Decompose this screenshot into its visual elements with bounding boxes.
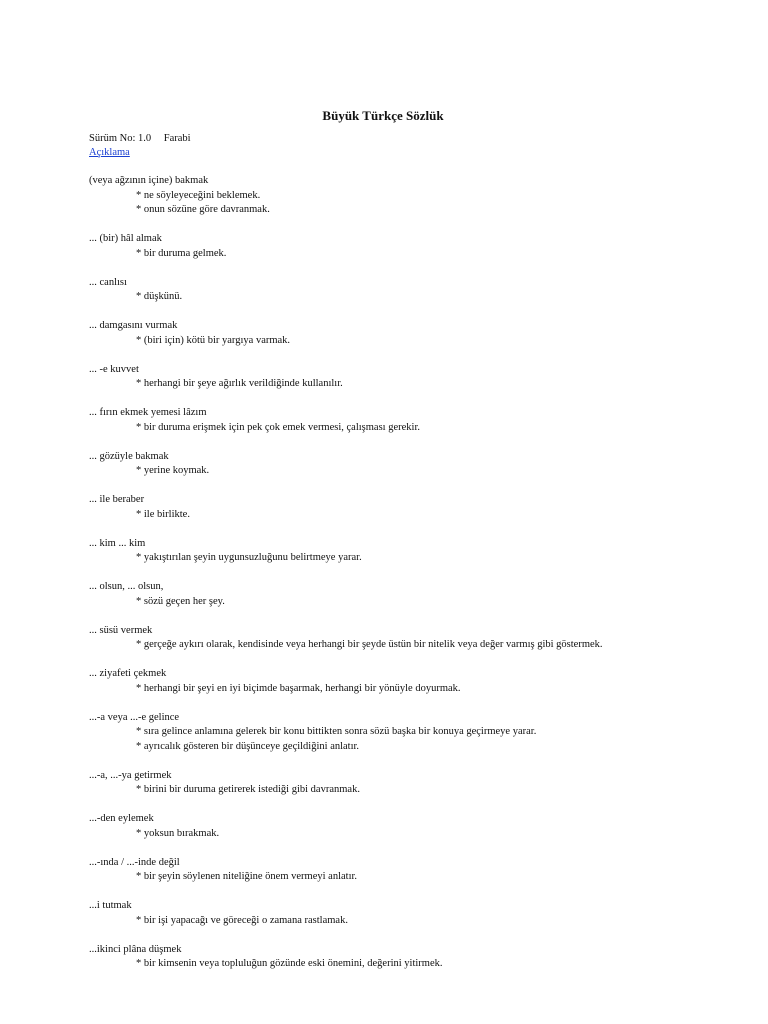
entry-definition: * herhangi bir şeye ağırlık verildiğinde kullanılır. — [136, 378, 343, 389]
entry-definition: * yoksun bırakmak. — [136, 827, 220, 839]
entry — [89, 537, 689, 566]
entry-definition: * bir duruma gelmek. — [136, 247, 227, 259]
entry-definition: * onun sözüne göre davranmak. — [136, 204, 270, 215]
version-line — [89, 132, 689, 146]
entry-definition: * sıra gelince anlamına gelerek bir konu bittikten sonra sözü başka bir konuya geçirmeye yarar. — [136, 726, 537, 737]
entry-definition: * bir şeyin söylenen niteliğine önem vermeyi anlatır. — [136, 871, 358, 882]
entry-term: ...-a, ...-ya getirmek — [89, 769, 172, 781]
entry — [89, 319, 689, 348]
entry-term: ... damgasını vurmak — [89, 320, 178, 331]
entry-term: ... kim ... kim — [89, 537, 146, 549]
entry-definition: * bir duruma erişmek için pek çok emek vermesi, çalışması gerekir. — [136, 421, 420, 433]
entry-term: ... olsun, ... olsun, — [89, 581, 164, 592]
entry-definition: * bir işi yapacağı ve göreceği o zamana rastlamak. — [136, 914, 348, 926]
entry-term: ...ikinci plâna düşmek — [89, 943, 182, 955]
entry — [89, 812, 689, 841]
version-number: Sürüm No: 1.0 — [89, 133, 152, 144]
entry — [89, 406, 689, 435]
entry-definition: * ne söyleyeceğini beklemek. — [136, 189, 261, 201]
entry — [89, 769, 689, 798]
entry-term: ...i tutmak — [89, 900, 132, 911]
entry-definition: * düşkünü. — [136, 291, 183, 302]
entry-term: (veya ağzının içine) bakmak — [89, 175, 209, 186]
entry-definition: * yerine koymak. — [136, 465, 210, 476]
entry-definition: * ayrıcalık gösteren bir düşünceye geçildiğini anlatır. — [136, 740, 360, 752]
entry — [89, 276, 689, 305]
entry — [89, 899, 689, 928]
author-name: Farabi — [163, 133, 191, 144]
entry — [89, 363, 689, 392]
entry-term: ... -e kuvvet — [89, 363, 139, 375]
entry-term: ...-ında / ...-inde değil — [89, 856, 180, 868]
entry-definition: * yakıştırılan şeyin uygunsuzluğunu belirtmeye yarar. — [136, 552, 362, 563]
entry-term: ... gözüyle bakmak — [89, 450, 169, 462]
entry-definition: * herhangi bir şeyi en iyi biçimde başarmak, herhangi bir yönüyle doyurmak. — [136, 682, 461, 694]
entry-definition: * gerçeğe aykırı olarak, kendisinde veya herhangi bir şeyde üstün bir nitelik veya değer varmış gibi göstermek. — [136, 639, 603, 650]
entry — [89, 943, 689, 972]
entry — [89, 450, 689, 479]
entry-term: ... ziyafeti çekmek — [89, 668, 167, 679]
entry-list — [89, 174, 689, 972]
entry-term: ... canlısı — [89, 276, 127, 288]
entry — [89, 232, 689, 261]
entry-term: ... fırın ekmek yemesi lâzım — [89, 407, 207, 418]
entry-term: ...-den eylemek — [89, 813, 154, 824]
aciklama-link[interactable]: Açıklama — [89, 147, 130, 158]
entry-definition: * sözü geçen her şey. — [136, 595, 225, 607]
entry — [89, 624, 689, 653]
entry-term: ... (bir) hâl almak — [89, 233, 162, 244]
entry — [89, 580, 689, 609]
entry-definition: * birini bir duruma getirerek istediği gibi davranmak. — [136, 784, 360, 795]
entry-definition: * ile birlikte. — [136, 508, 190, 520]
entry-term: ... ile beraber — [89, 494, 145, 505]
entry-definition: * bir kimsenin veya topluluğun gözünde eski önemini, değerini yitirmek. — [136, 958, 443, 969]
entry — [89, 856, 689, 885]
entry-definition: * (biri için) kötü bir yargıya varmak. — [136, 334, 291, 346]
entry — [89, 174, 689, 218]
entry-term: ...-a veya ...-e gelince — [89, 711, 180, 723]
entry — [89, 667, 689, 696]
entry — [89, 493, 689, 522]
entry-term: ... süsü vermek — [89, 624, 153, 636]
document-title: Büyük Türkçe Sözlük — [322, 108, 444, 123]
document-page — [89, 108, 689, 986]
entry — [89, 711, 689, 755]
